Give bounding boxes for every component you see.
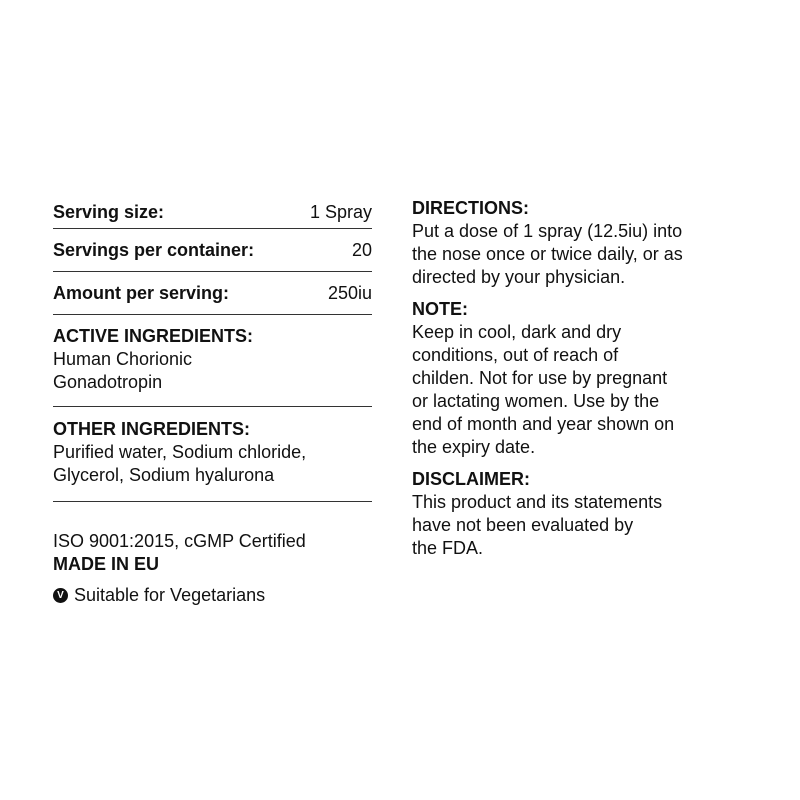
supplement-facts-panel (53, 196, 372, 607)
disclaimer-text: This product and its statements have not been evaluated by the FDA. (412, 492, 663, 558)
serving-size-label: Serving size: (53, 201, 165, 222)
serving-size-value: 1 Spray (309, 201, 372, 222)
active-ingredients-block (53, 315, 372, 407)
directions-section (412, 197, 752, 289)
servings-per-container-value: 20 (351, 239, 372, 260)
note-section (412, 298, 752, 459)
active-ingredients-heading: ACTIVE INGREDIENTS: (53, 326, 254, 346)
amount-per-serving-value: 250iu (327, 282, 372, 303)
vegetarian-text: Suitable for Vegetarians (74, 585, 266, 605)
other-ingredients-heading: OTHER INGREDIENTS: (53, 419, 251, 439)
servings-per-container-row (53, 229, 372, 272)
disclaimer-heading: DISCLAIMER: (412, 469, 530, 489)
certification-block (53, 530, 372, 576)
vegetarian-line (53, 584, 372, 607)
amount-per-serving-row (53, 272, 372, 315)
serving-size-row (53, 196, 372, 229)
active-ingredients-text: Human Chorionic Gonadotropin (53, 349, 193, 392)
other-ingredients-block (53, 407, 372, 502)
usage-information-panel (412, 197, 752, 569)
other-ingredients-text: Purified water, Sodium chloride, Glycerol, Sodium hyaluronа (53, 442, 307, 485)
iso-certification: ISO 9001:2015, cGMP Certified (53, 531, 306, 551)
note-heading: NOTE: (412, 299, 468, 319)
made-in-label: MADE IN EU (53, 554, 160, 574)
disclaimer-section (412, 468, 752, 560)
servings-per-container-label: Servings per container: (53, 239, 255, 260)
directions-heading: DIRECTIONS: (412, 198, 529, 218)
amount-per-serving-label: Amount per serving: (53, 282, 230, 303)
directions-text: Put a dose of 1 spray (12.5iu) into the nose once or twice daily, or as directed by your physician. (412, 221, 683, 287)
note-text: Keep in cool, dark and dry conditions, out of reach of childen. Not for use by pregnant or lactating women. Use by the end of month and year shown on the expiry date. (412, 322, 675, 457)
vegetarian-badge-icon: V (53, 588, 68, 603)
